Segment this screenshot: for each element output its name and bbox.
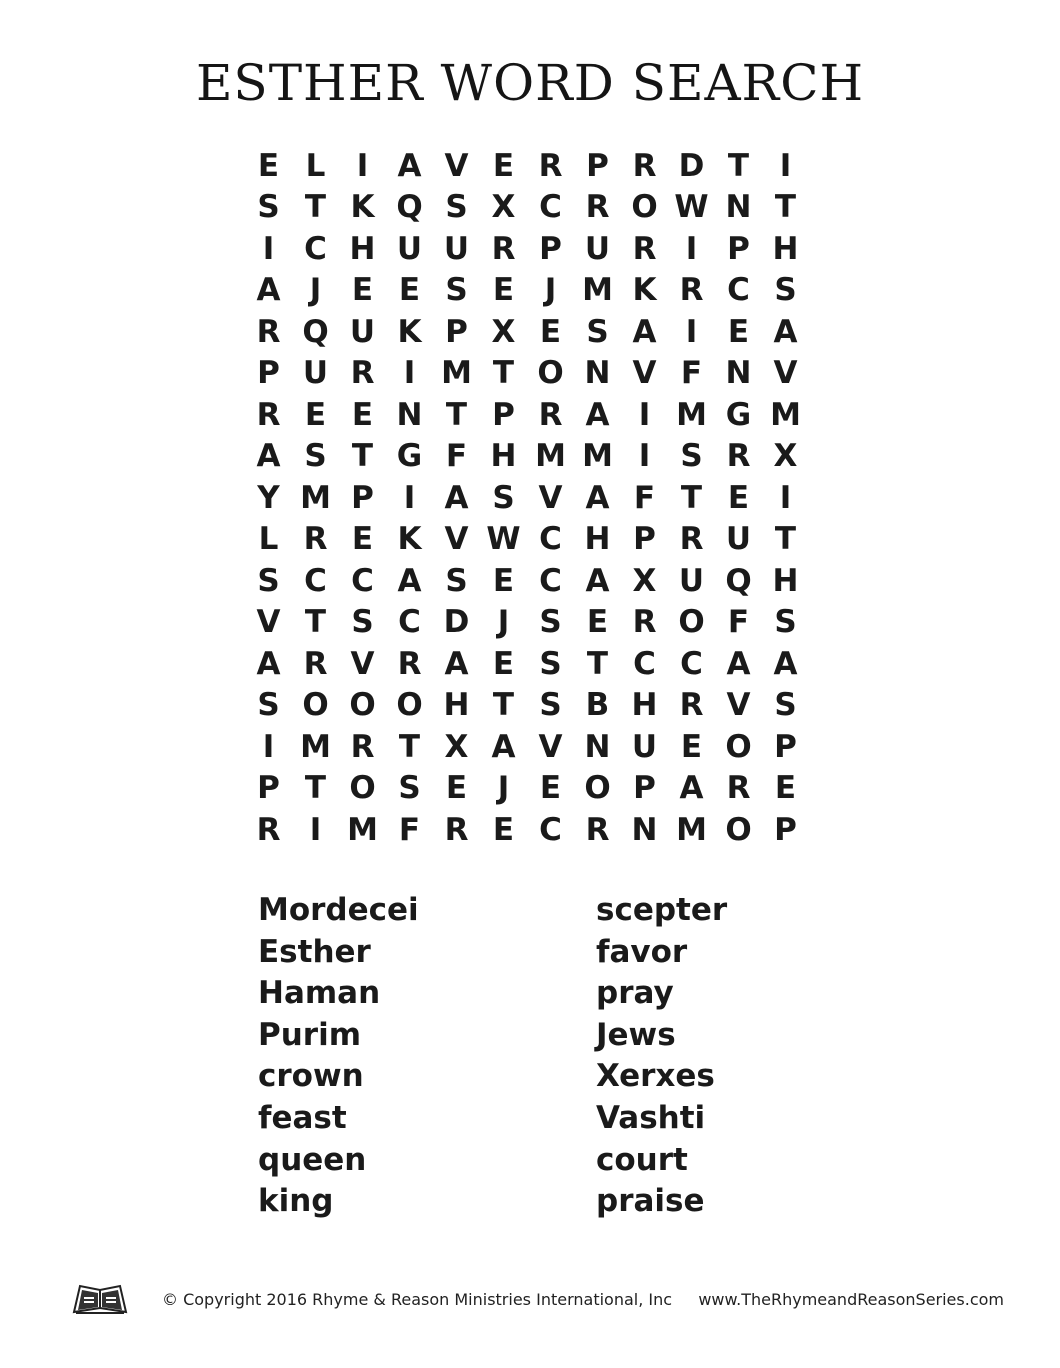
grid-letter: N xyxy=(725,355,752,392)
grid-letter: T xyxy=(774,189,797,226)
grid-letter: T xyxy=(492,687,515,724)
grid-letter: A xyxy=(585,562,610,599)
grid-letter: H xyxy=(443,687,470,724)
word-list-item: queen xyxy=(258,1141,367,1178)
grid-letter: N xyxy=(584,355,611,392)
grid-letter: P xyxy=(492,396,515,433)
grid-letter: A xyxy=(444,479,469,516)
word-list-item: king xyxy=(258,1183,334,1220)
grid-letter: T xyxy=(727,147,750,184)
grid-letter: L xyxy=(258,521,279,558)
grid-letter: R xyxy=(256,313,281,350)
grid-letter: P xyxy=(257,770,280,807)
grid-letter: R xyxy=(585,811,610,848)
grid-letter: R xyxy=(538,147,563,184)
grid-letter: C xyxy=(398,604,421,641)
grid-letter: E xyxy=(680,728,703,765)
grid-letter: C xyxy=(304,562,327,599)
grid-letter: N xyxy=(725,189,752,226)
grid-letter: E xyxy=(492,645,515,682)
grid-letter: D xyxy=(678,147,705,184)
grid-letter: T xyxy=(304,604,327,641)
grid-letter: J xyxy=(497,604,510,641)
word-list-item: pray xyxy=(596,975,674,1012)
grid-letter: M xyxy=(582,438,613,475)
grid-letter: S xyxy=(492,479,515,516)
grid-letter: V xyxy=(444,521,469,558)
grid-letter: E xyxy=(539,770,562,807)
grid-letter: I xyxy=(403,479,416,516)
grid-letter: V xyxy=(538,728,563,765)
grid-letter: L xyxy=(305,147,326,184)
grid-letter: F xyxy=(680,355,703,392)
word-list-right xyxy=(596,890,896,1223)
grid-letter: S xyxy=(774,604,797,641)
grid-letter: R xyxy=(679,687,704,724)
grid-letter: G xyxy=(725,396,752,433)
grid-letter: A xyxy=(726,645,751,682)
grid-letter: R xyxy=(303,521,328,558)
grid-letter: T xyxy=(492,355,515,392)
grid-letter: U xyxy=(678,562,705,599)
grid-letter: V xyxy=(350,645,375,682)
grid-letter: O xyxy=(725,728,752,765)
grid-letter: P xyxy=(257,355,280,392)
grid-letter: R xyxy=(256,396,281,433)
grid-letter: V xyxy=(632,355,657,392)
grid-letter: I xyxy=(309,811,322,848)
grid-letter: X xyxy=(491,313,516,350)
grid-letter: E xyxy=(445,770,468,807)
word-list-left xyxy=(258,890,558,1223)
footer-copyright: © Copyright 2016 Rhyme & Reason Ministries International, Inc xyxy=(162,1290,673,1309)
grid-letter: K xyxy=(632,272,657,309)
grid-letter: P xyxy=(633,521,656,558)
grid-letter: I xyxy=(356,147,369,184)
grid-letter: T xyxy=(304,189,327,226)
grid-letter: P xyxy=(351,479,374,516)
grid-letter: F xyxy=(633,479,656,516)
grid-letter: V xyxy=(256,604,281,641)
word-list-item: crown xyxy=(258,1058,364,1095)
grid-letter: S xyxy=(539,687,562,724)
grid-letter: I xyxy=(262,230,275,267)
grid-letter: Q xyxy=(396,189,423,226)
grid-letter: A xyxy=(632,313,657,350)
footer-logo xyxy=(72,1280,128,1314)
grid-letter: K xyxy=(350,189,375,226)
grid-letter: H xyxy=(584,521,611,558)
grid-letter: A xyxy=(679,770,704,807)
grid-letter: T xyxy=(398,728,421,765)
grid-letter: O xyxy=(725,811,752,848)
grid-letter: U xyxy=(349,313,376,350)
grid-letter: I xyxy=(685,230,698,267)
grid-letter: T xyxy=(680,479,703,516)
word-list-item: favor xyxy=(596,933,688,970)
grid-letter: P xyxy=(633,770,656,807)
grid-letter: E xyxy=(492,811,515,848)
grid-letter: S xyxy=(774,687,797,724)
grid-letter: O xyxy=(631,189,658,226)
grid-letter: I xyxy=(638,396,651,433)
grid-letter: O xyxy=(302,687,329,724)
grid-letter: I xyxy=(685,313,698,350)
grid-letter: I xyxy=(403,355,416,392)
word-list-item: Haman xyxy=(258,975,381,1012)
word-list-item: scepter xyxy=(596,892,728,928)
grid-letter: P xyxy=(539,230,562,267)
grid-letter: F xyxy=(398,811,421,848)
grid-letter: F xyxy=(445,438,468,475)
grid-letter: S xyxy=(586,313,609,350)
grid-letter: O xyxy=(537,355,564,392)
grid-letter: S xyxy=(445,189,468,226)
grid-letter: A xyxy=(444,645,469,682)
grid-letter: K xyxy=(397,521,422,558)
grid-letter: J xyxy=(544,272,557,309)
word-list-item: Purim xyxy=(258,1016,362,1053)
word-list-item: praise xyxy=(596,1183,705,1220)
grid-letter: Q xyxy=(725,562,752,599)
grid-letter: R xyxy=(632,147,657,184)
page-title: ESTHER WORD SEARCH xyxy=(195,54,865,112)
grid-letter: S xyxy=(304,438,327,475)
grid-letter: T xyxy=(304,770,327,807)
grid-letter: R xyxy=(350,355,375,392)
grid-letter: E xyxy=(351,521,374,558)
grid-letter: W xyxy=(486,521,521,558)
grid-letter: E xyxy=(304,396,327,433)
grid-letter: D xyxy=(443,604,470,641)
grid-letter: A xyxy=(491,728,516,765)
grid-letter: V xyxy=(444,147,469,184)
bible-logo-icon xyxy=(72,1280,128,1314)
grid-letter: P xyxy=(774,728,797,765)
grid-letter: U xyxy=(584,230,611,267)
grid-letter: C xyxy=(539,189,562,226)
grid-letter: S xyxy=(398,770,421,807)
word-list-item: Jews xyxy=(596,1016,676,1053)
word-list-item: feast xyxy=(258,1099,347,1136)
grid-letter: A xyxy=(585,396,610,433)
grid-letter: E xyxy=(492,562,515,599)
grid-letter: A xyxy=(773,313,798,350)
grid-letter: X xyxy=(632,562,657,599)
grid-letter: V xyxy=(538,479,563,516)
grid-letter: C xyxy=(539,562,562,599)
grid-letter: E xyxy=(257,147,280,184)
grid-letter: A xyxy=(256,272,281,309)
grid-letter: M xyxy=(300,728,331,765)
grid-letter: R xyxy=(303,645,328,682)
grid-letter: I xyxy=(779,479,792,516)
grid-letter: M xyxy=(535,438,566,475)
grid-letter: O xyxy=(584,770,611,807)
grid-letter: M xyxy=(347,811,378,848)
grid-letter: R xyxy=(726,438,751,475)
grid-letter: U xyxy=(302,355,329,392)
grid-letter: W xyxy=(674,189,709,226)
footer-website-link[interactable]: www.TheRhymeandReasonSeries.com xyxy=(698,1290,1004,1309)
grid-letter: R xyxy=(491,230,516,267)
grid-letter: J xyxy=(309,272,322,309)
grid-letter: S xyxy=(257,562,280,599)
grid-letter: S xyxy=(445,562,468,599)
grid-letter: Q xyxy=(302,313,329,350)
grid-letter: O xyxy=(349,687,376,724)
grid-letter: R xyxy=(632,230,657,267)
grid-letter: C xyxy=(304,230,327,267)
grid-letter: P xyxy=(445,313,468,350)
grid-letter: E xyxy=(586,604,609,641)
letter-grid xyxy=(245,145,809,847)
grid-letter: A xyxy=(773,645,798,682)
grid-letter: H xyxy=(772,562,799,599)
grid-letter: R xyxy=(585,189,610,226)
grid-letter: N xyxy=(584,728,611,765)
grid-letter: R xyxy=(538,396,563,433)
grid-letter: C xyxy=(539,811,562,848)
grid-letter: P xyxy=(727,230,750,267)
grid-letter: E xyxy=(351,272,374,309)
grid-letter: O xyxy=(396,687,423,724)
grid-letter: R xyxy=(726,770,751,807)
word-list-item: Mordecei xyxy=(258,892,419,928)
grid-letter: A xyxy=(397,562,422,599)
grid-letter: P xyxy=(586,147,609,184)
grid-letter: M xyxy=(770,396,801,433)
grid-letter: C xyxy=(727,272,750,309)
grid-letter: M xyxy=(582,272,613,309)
grid-letter: S xyxy=(539,645,562,682)
grid-letter: A xyxy=(585,479,610,516)
grid-letter: S xyxy=(257,687,280,724)
grid-letter: H xyxy=(631,687,658,724)
grid-letter: C xyxy=(539,521,562,558)
grid-letter: S xyxy=(539,604,562,641)
grid-letter: G xyxy=(396,438,423,475)
grid-letter: J xyxy=(497,770,510,807)
grid-letter: O xyxy=(678,604,705,641)
grid-letter: C xyxy=(680,645,703,682)
grid-letter: S xyxy=(257,189,280,226)
grid-letter: R xyxy=(397,645,422,682)
grid-letter: V xyxy=(773,355,798,392)
grid-letter: H xyxy=(772,230,799,267)
grid-letter: E xyxy=(774,770,797,807)
grid-letter: E xyxy=(727,479,750,516)
grid-letter: S xyxy=(680,438,703,475)
grid-letter: H xyxy=(490,438,517,475)
grid-letter: K xyxy=(397,313,422,350)
grid-letter: T xyxy=(445,396,468,433)
grid-letter: R xyxy=(444,811,469,848)
grid-letter: C xyxy=(633,645,656,682)
grid-letter: U xyxy=(443,230,470,267)
grid-letter: Y xyxy=(257,479,280,516)
grid-letter: E xyxy=(398,272,421,309)
grid-letter: A xyxy=(256,645,281,682)
grid-letter: U xyxy=(725,521,752,558)
grid-letter: I xyxy=(262,728,275,765)
grid-letter: E xyxy=(492,147,515,184)
grid-letter: B xyxy=(585,687,610,724)
grid-letter: N xyxy=(631,811,658,848)
grid-letter: E xyxy=(727,313,750,350)
grid-letter: A xyxy=(397,147,422,184)
grid-letter: C xyxy=(351,562,374,599)
word-list-item: Esther xyxy=(258,933,371,970)
grid-letter: P xyxy=(774,811,797,848)
grid-letter: U xyxy=(396,230,423,267)
grid-letter: N xyxy=(396,396,423,433)
grid-letter: V xyxy=(726,687,751,724)
grid-letter: S xyxy=(774,272,797,309)
grid-letter: M xyxy=(300,479,331,516)
grid-letter: M xyxy=(676,396,707,433)
grid-letter: R xyxy=(679,272,704,309)
grid-letter: A xyxy=(256,438,281,475)
grid-letter: R xyxy=(632,604,657,641)
grid-letter: E xyxy=(539,313,562,350)
grid-letter: S xyxy=(445,272,468,309)
grid-letter: H xyxy=(349,230,376,267)
grid-letter: I xyxy=(779,147,792,184)
grid-letter: X xyxy=(444,728,469,765)
grid-letter: E xyxy=(492,272,515,309)
grid-letter: M xyxy=(676,811,707,848)
grid-letter: T xyxy=(774,521,797,558)
grid-letter: X xyxy=(773,438,798,475)
grid-letter: R xyxy=(256,811,281,848)
word-list-item: Xerxes xyxy=(596,1058,715,1095)
grid-letter: O xyxy=(349,770,376,807)
grid-letter: U xyxy=(631,728,658,765)
word-list-item: Vashti xyxy=(596,1099,706,1136)
grid-letter: I xyxy=(638,438,651,475)
grid-letter: R xyxy=(350,728,375,765)
grid-letter: F xyxy=(727,604,750,641)
grid-letter: X xyxy=(491,189,516,226)
grid-letter: T xyxy=(586,645,609,682)
grid-letter: S xyxy=(351,604,374,641)
grid-letter: R xyxy=(679,521,704,558)
grid-letter: E xyxy=(351,396,374,433)
grid-letter: M xyxy=(441,355,472,392)
word-list-item: court xyxy=(596,1141,688,1178)
grid-letter: T xyxy=(351,438,374,475)
